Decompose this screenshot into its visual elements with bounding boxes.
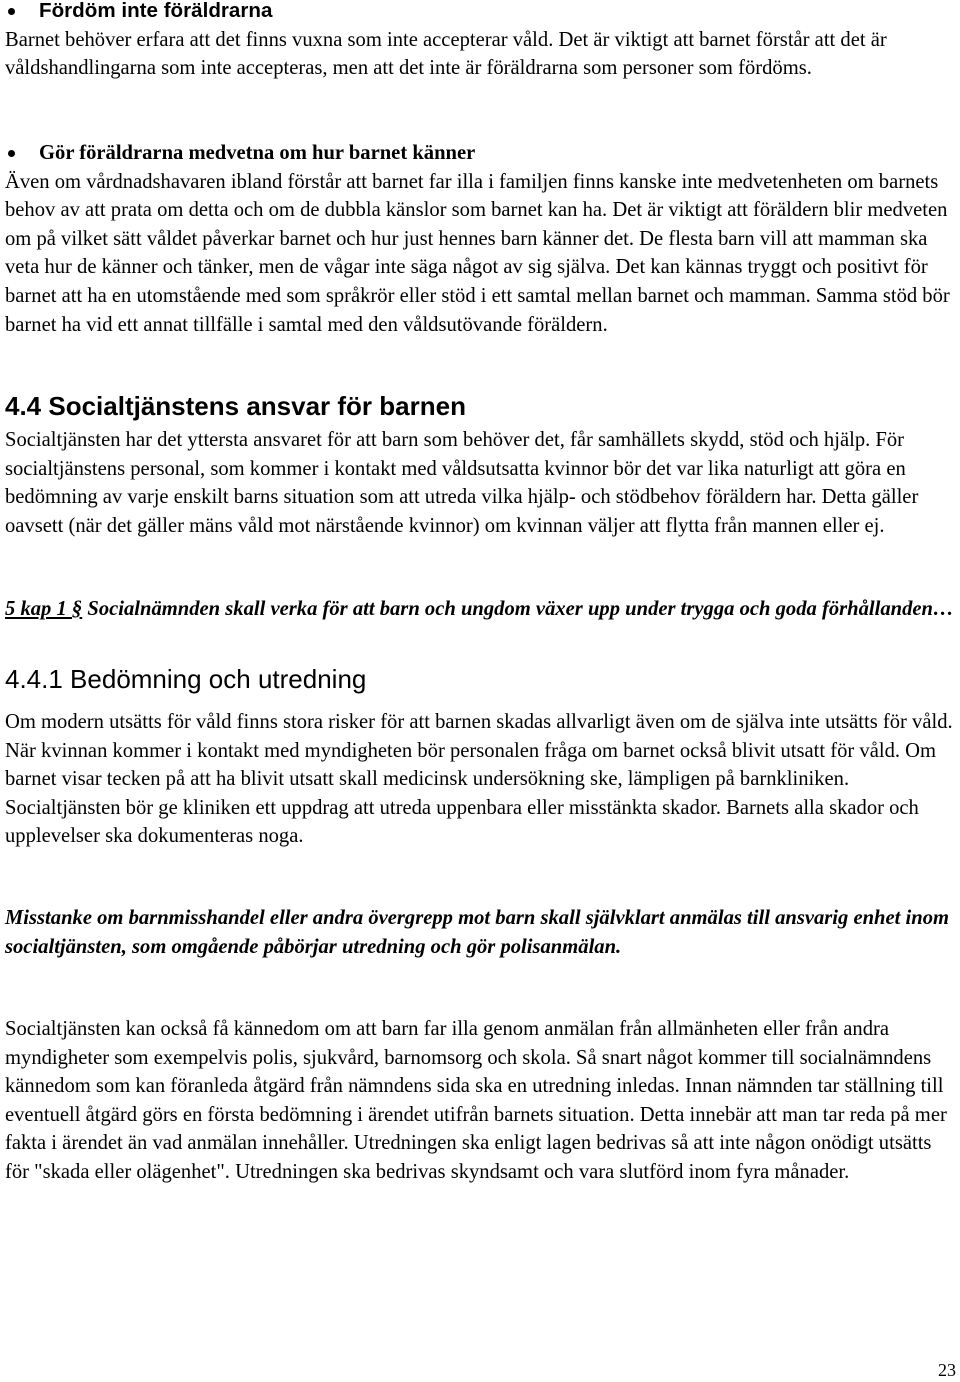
section-parents-aware — [5, 139, 957, 339]
page-number: 23 — [938, 1360, 956, 1380]
section-4-4 — [5, 389, 957, 423]
law-quote — [5, 595, 957, 624]
bullet-heading-condemn — [5, 0, 957, 26]
heading-4-4: 4.4 Socialtjänstens ansvar för barnen — [5, 391, 466, 421]
paragraph-4-4-1: Om modern utsätts för våld finns stora risker för att barnen skadas allvarligt även om de själva inte utsätts för våld. När kvinnan kommer i kontakt med myndigheten bör personalen fråga om barnet också blivit utsatt för våld. Om barnet visar tecken på att ha blivit utsatt skall medicinsk undersökning ske, lämpligen på barnkliniken. Socialtjänsten bör ge kliniken ett uppdrag att utreda uppenbara eller misstänkta skador. Barnets alla skador och upplevelser ska dokumenteras noga. — [5, 711, 953, 848]
bullet-icon — [8, 150, 15, 157]
bullet-heading-aware — [5, 139, 957, 168]
section-4-4-1 — [5, 662, 957, 696]
section-4-4-1-body-2 — [5, 1015, 957, 1187]
bullet-icon — [8, 8, 15, 15]
heading-text: Gör föräldrarna medvetna om hur barnet känner — [39, 142, 476, 164]
heading-4-4-1: 4.4.1 Bedömning och utredning — [5, 664, 367, 694]
paragraph-emphasis: Misstanke om barnmisshandel eller andra övergrepp mot barn skall självklart anmälas till ansvarig enhet inom socialtjänsten, som omgående påbörjar utredning och gör polisanmälan. — [5, 907, 950, 958]
emphasis-block — [5, 904, 957, 961]
section-4-4-body — [5, 426, 957, 540]
law-text — [5, 595, 957, 624]
law-body: Socialnämnden skall verka för att barn och ungdom växer upp under trygga och goda förhållanden… — [82, 598, 954, 620]
paragraph-4-4-1-2: Socialtjänsten kan också få kännedom om att barn far illa genom anmälan från allmänheten eller från andra myndigheter som exempelvis polis, sjukvård, barnomsorg och skola. Så snart något kommer till socialnämndens kännedom som kan föranleda åtgärd från nämndens sida ska en utredning inledas. Innan nämnden tar ställning till eventuell åtgärd görs en första bedömning i ärendet utifrån barnets situation. Detta innebär att man tar reda på mer fakta i ärendet än vad anmälan innehåller. Utredningen ska enligt lagen bedrivas så att inte någon onödigt utsätts för "skada eller olägenhet". Utredningen ska bedrivas skyndsamt och vara slutförd inom fyra månader. — [5, 1018, 947, 1183]
paragraph-aware: Även om vårdnadshavaren ibland förstår att barnet far illa i familjen finns kanske inte medvetenheten om barnets behov av att prata om detta och om de dubbla känslor som barnet kan ha. Det är viktigt att föräldern blir medveten om på vilket sätt våldet påverkar barnet och hur just hennes barn känner det. De flesta barn vill att mamman ska veta hur de känner och tänker, men de vågar inte säga något av sig själva. Det kan kännas tryggt och positivt för barnet att ha en utomstående med som språkrör eller stöd i ett samtal mellan barnet och mamman. Samma stöd bör barnet ha vid ett annat tillfälle i samtal med den våldsutövande föräldern. — [5, 170, 950, 336]
section-condemn-parents — [5, 0, 957, 83]
paragraph-4-4: Socialtjänsten har det yttersta ansvaret för att barn som behöver det, får samhällets skydd, stöd och hjälp. För socialtjänstens personal, som kommer i kontakt med våldsutsatta kvinnor bör det var lika naturligt att göra en bedömning av varje enskilt barns situation som att utreda vilka hjälp- och stödbehov föräldern har. Detta gäller oavsett (när det gäller mäns våld mot närstående kvinnor) om kvinnan väljer att flytta från mannen eller ej. — [5, 429, 919, 537]
paragraph-condemn: Barnet behöver erfara att det finns vuxna som inte accepterar våld. Det är viktigt att barnet förstår att det är våldshandlingarna som inte accepteras, men att det inte är föräldrarna som personer som fördöms. — [5, 28, 887, 80]
law-reference: 5 kap 1 § — [5, 598, 83, 620]
section-4-4-1-body — [5, 708, 957, 851]
heading-text: Fördöm inte föräldrarna — [39, 0, 273, 22]
